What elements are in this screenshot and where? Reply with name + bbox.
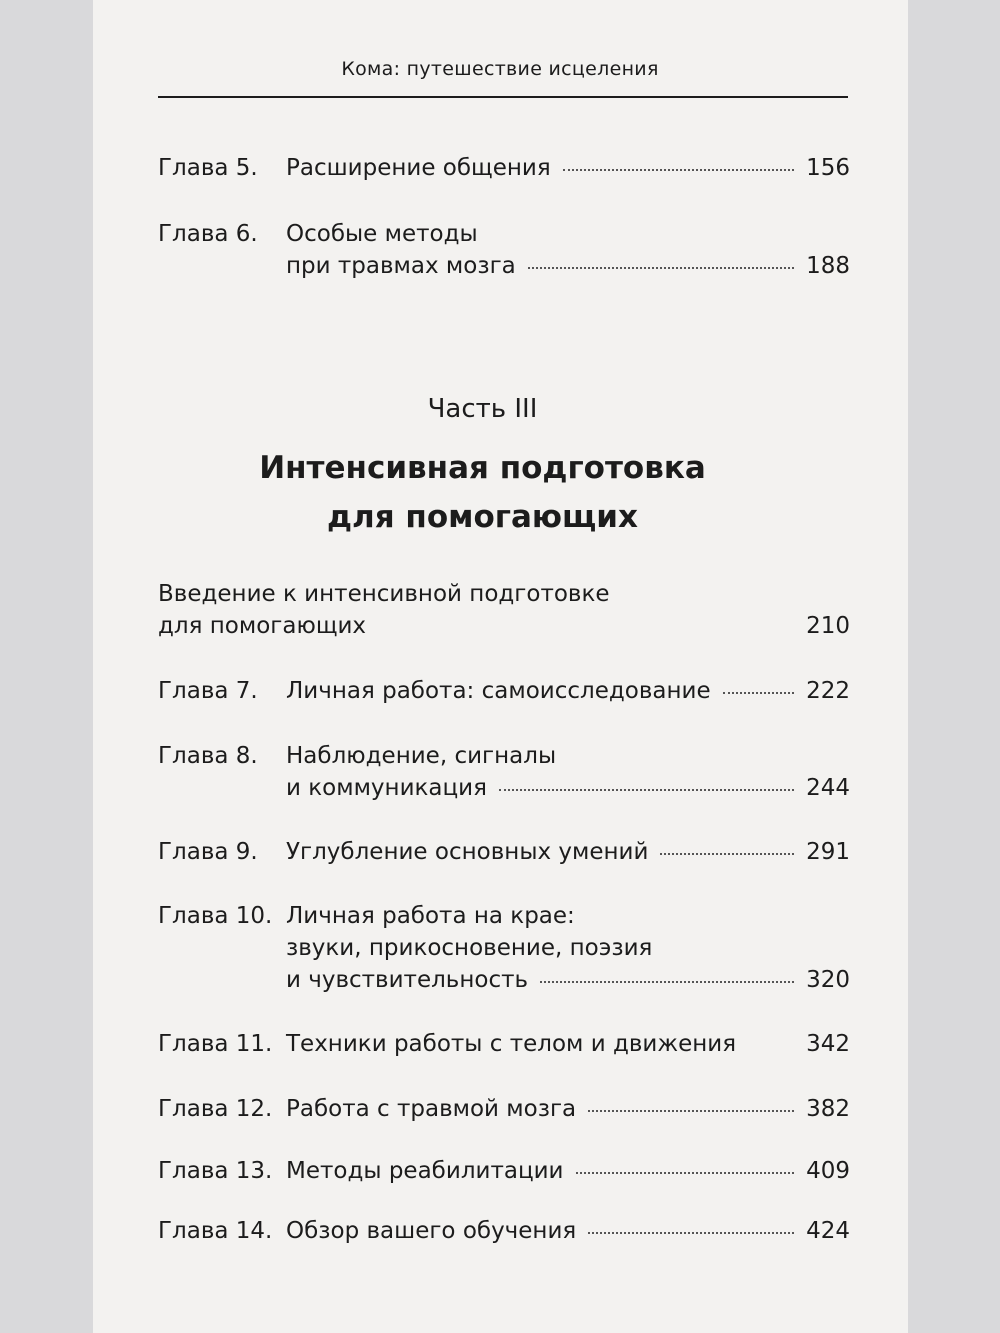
- intro-title-line: Введение к интенсивной подготовке: [158, 581, 610, 607]
- chapter-label: Глава 12.: [158, 1096, 273, 1122]
- chapter-title: Расширение общения: [286, 155, 551, 181]
- dot-leader: [378, 627, 794, 629]
- dot-leader: [723, 692, 794, 694]
- page-number: 156: [806, 155, 850, 181]
- page-number: 409: [806, 1158, 850, 1184]
- page-number: 222: [806, 678, 850, 704]
- intro-title-line: для помогающих: [158, 613, 367, 639]
- dot-leader: [563, 169, 794, 171]
- chapter-label: Глава 11.: [158, 1031, 273, 1057]
- chapter-label: Глава 7.: [158, 678, 258, 704]
- chapter-title: Методы реабилитации: [286, 1158, 564, 1184]
- chapter-label: Глава 14.: [158, 1218, 273, 1244]
- dot-leader: [499, 789, 794, 791]
- chapter-label: Глава 9.: [158, 839, 258, 865]
- page-number: 291: [806, 839, 850, 865]
- page-number: 342: [806, 1031, 850, 1057]
- chapter-title: Работа с травмой мозга: [286, 1096, 577, 1122]
- page-number: 210: [806, 613, 850, 639]
- chapter-label: Глава 5.: [158, 155, 258, 181]
- page-number: 244: [806, 775, 850, 801]
- header-rule: [158, 96, 848, 98]
- book-page: [93, 0, 908, 1333]
- chapter-title-line: Наблюдение, сигналы: [286, 743, 557, 769]
- chapter-title-line: Личная работа на крае:: [286, 903, 575, 929]
- chapter-title: Техники работы с телом и движения: [286, 1031, 737, 1057]
- dot-leader: [588, 1232, 794, 1234]
- running-head: Кома: путешествие исцеления: [341, 58, 659, 80]
- chapter-label: Глава 6.: [158, 221, 258, 247]
- page-number: 320: [806, 967, 850, 993]
- dot-leader: [742, 1045, 800, 1047]
- dot-leader: [660, 853, 794, 855]
- chapter-title: Углубление основных умений: [286, 839, 649, 865]
- chapter-label: Глава 13.: [158, 1158, 273, 1184]
- page-number: 424: [806, 1218, 850, 1244]
- dot-leader: [528, 267, 794, 269]
- chapter-label: Глава 10.: [158, 903, 273, 929]
- part-title-line: для помогающих: [326, 499, 639, 535]
- page-number: 382: [806, 1096, 850, 1122]
- chapter-title: Личная работа: самоисследование: [286, 678, 711, 704]
- part-title-line: Интенсивная подготовка: [259, 450, 706, 486]
- page-number: 188: [806, 253, 850, 279]
- chapter-title: Обзор вашего обучения: [286, 1218, 577, 1244]
- chapter-title-line: звуки, прикосновение, поэзия: [286, 935, 653, 961]
- dot-leader: [576, 1172, 795, 1174]
- chapter-title-line: и чувствительность: [286, 967, 529, 993]
- part-title: [0, 444, 965, 542]
- dot-leader: [540, 981, 794, 983]
- chapter-title-line: Особые методы: [286, 221, 478, 247]
- dot-leader: [588, 1110, 794, 1112]
- chapter-label: Глава 8.: [158, 743, 258, 769]
- chapter-title-line: и коммуникация: [286, 775, 487, 801]
- chapter-title-line: при травмах мозга: [286, 253, 516, 279]
- part-label: Часть III: [427, 394, 538, 424]
